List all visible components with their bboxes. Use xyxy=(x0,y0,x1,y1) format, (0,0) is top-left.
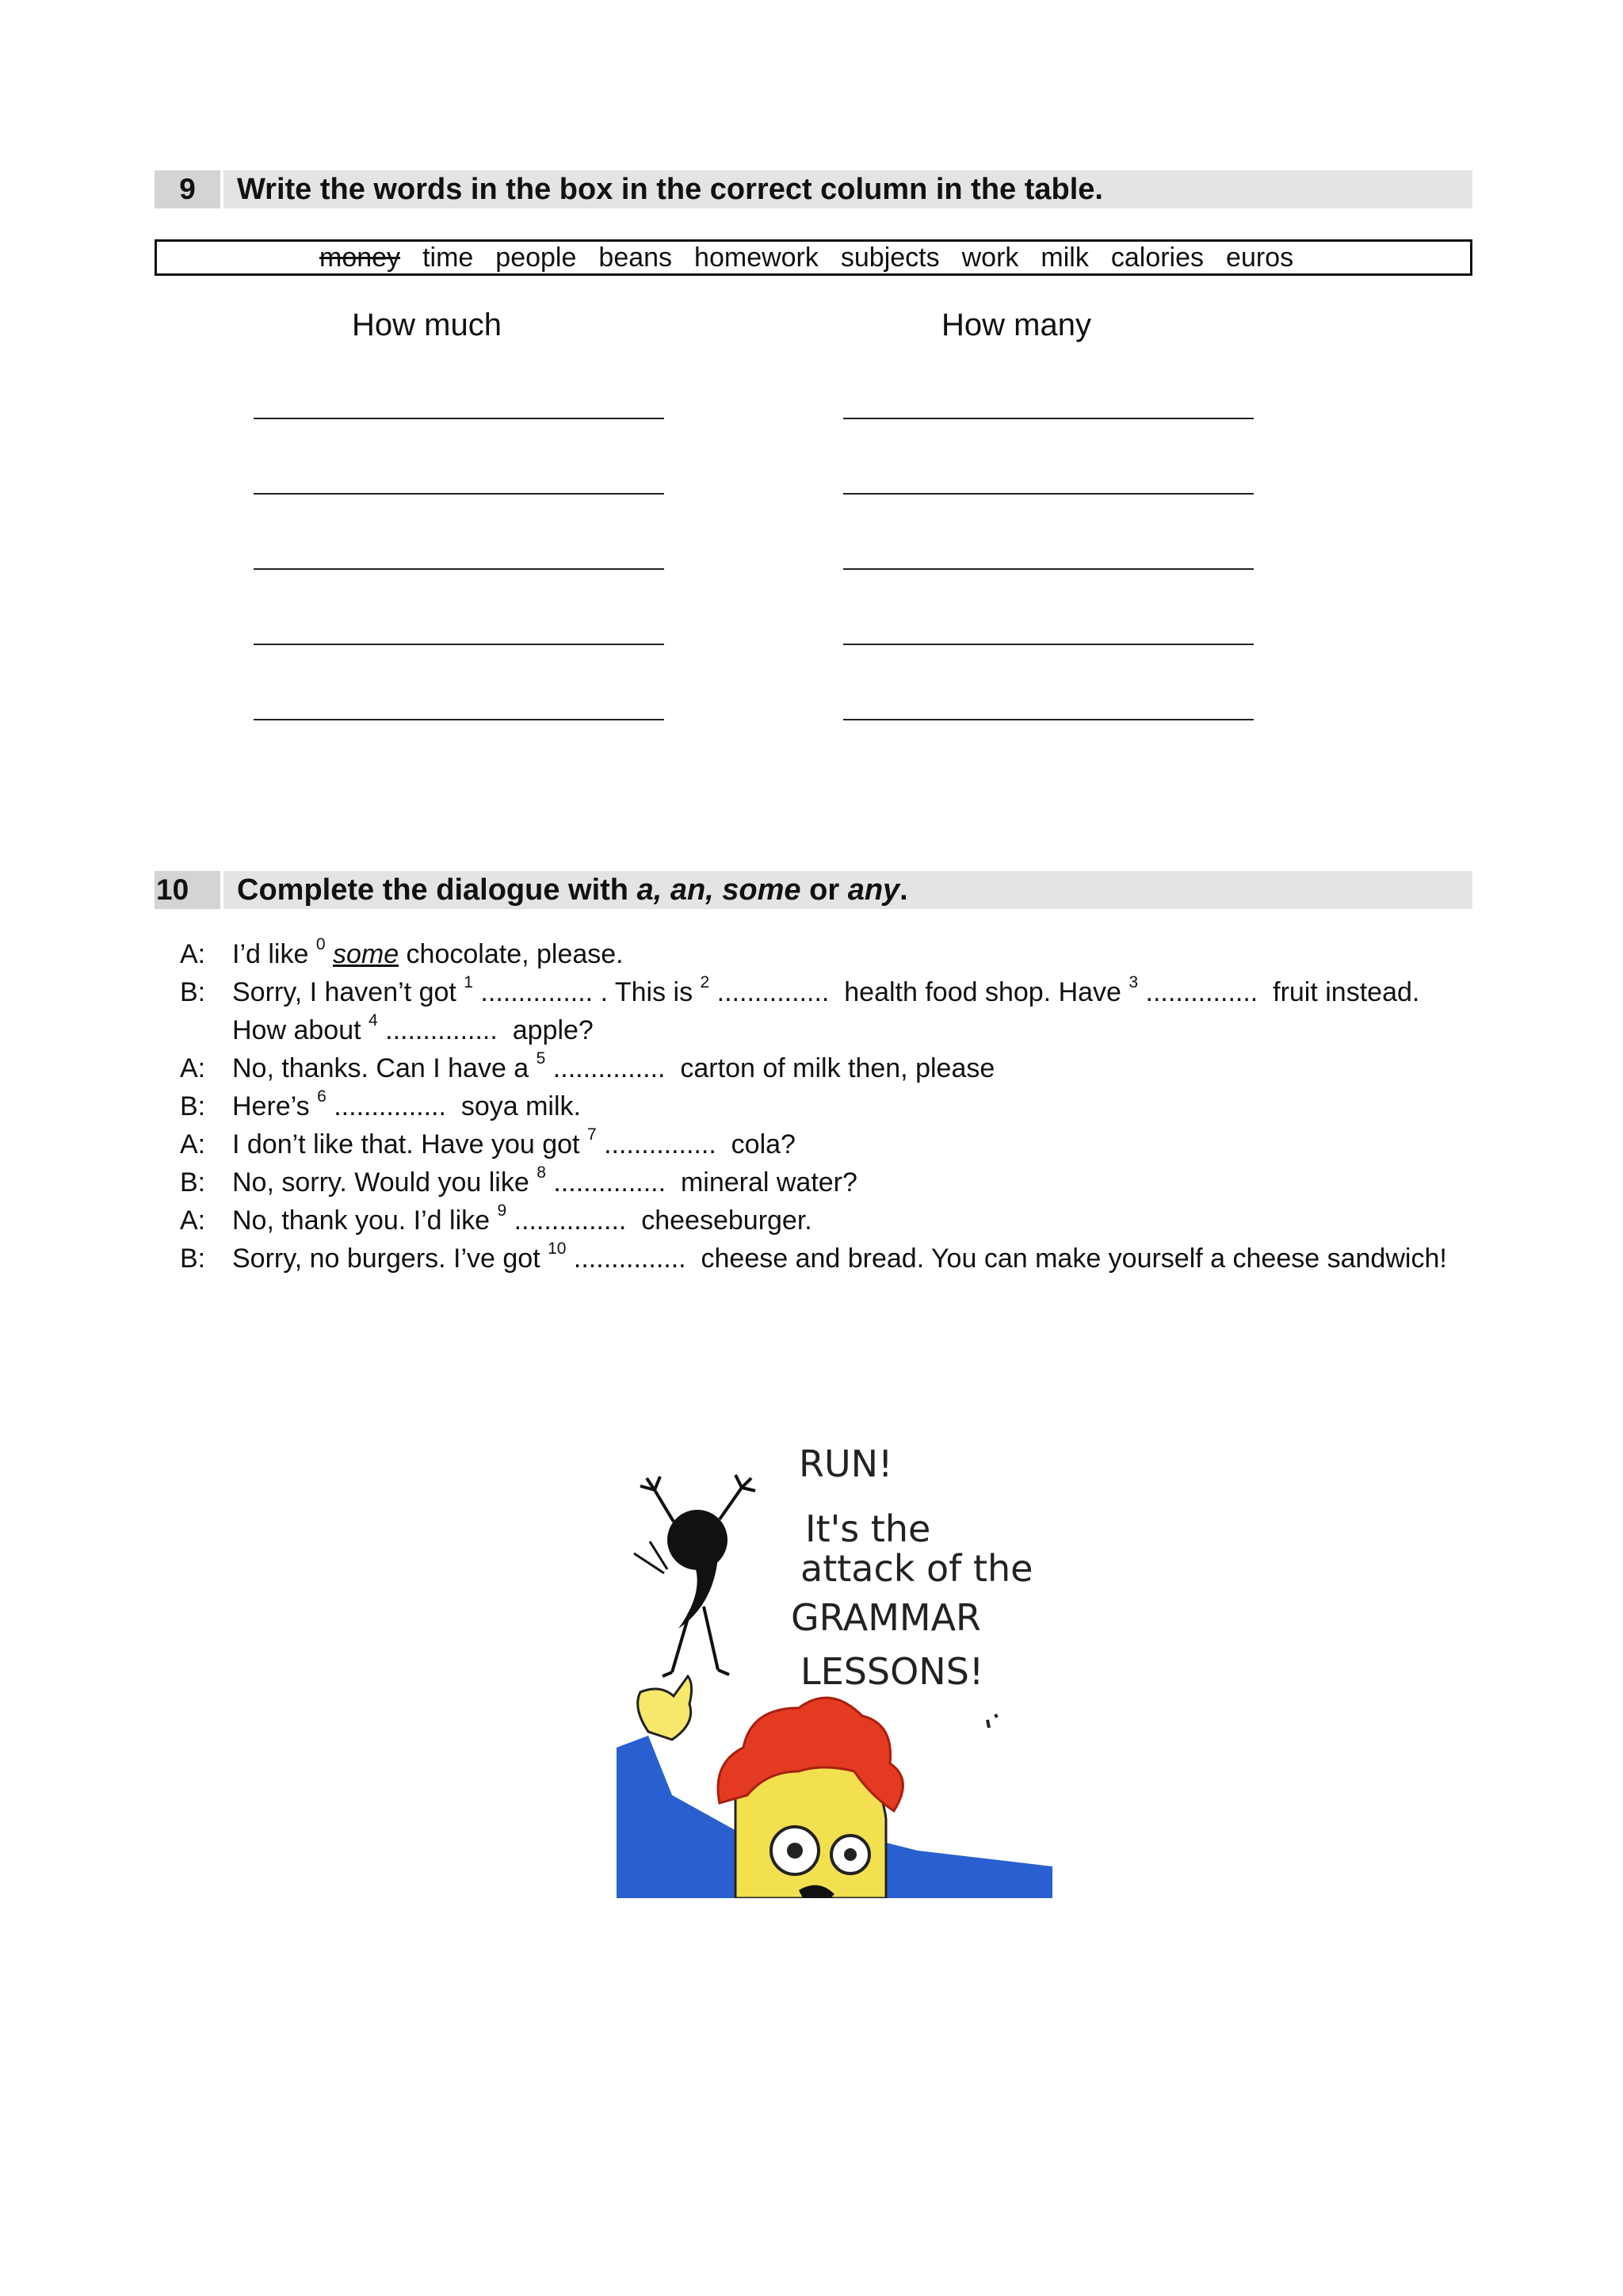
dialogue-text xyxy=(232,1201,1480,1240)
gap-number: 7 xyxy=(586,1125,597,1144)
dialogue-text xyxy=(232,973,1480,1011)
dialogue-text xyxy=(232,1125,1480,1163)
word-subjects: subjects xyxy=(840,243,940,273)
dialogue-fragment: ............... cheeseburger. xyxy=(506,1205,812,1236)
dialogue-text xyxy=(232,1163,1480,1201)
word-time: time xyxy=(422,243,474,273)
speaker-label: A: xyxy=(180,1129,206,1159)
dialogue-fragment: ............... mineral water? xyxy=(545,1167,857,1198)
dialogue-line xyxy=(180,1087,1480,1125)
dialogue-fragment: Here’s xyxy=(232,1091,318,1121)
dialogue-line xyxy=(180,973,1480,1011)
speaker-label: A: xyxy=(180,939,206,969)
exercise-9-header xyxy=(155,170,1472,208)
column-heading-how-much: How much xyxy=(352,308,502,342)
dialogue-fragment xyxy=(326,939,333,969)
answer-line-how-much[interactable] xyxy=(254,493,664,495)
answer-line-how-much[interactable] xyxy=(254,719,664,720)
dialogue-fragment: chocolate, please. xyxy=(399,939,624,969)
gap-number: 4 xyxy=(369,1011,378,1030)
dialogue xyxy=(180,935,1480,1278)
answer-line-how-much[interactable] xyxy=(254,568,664,570)
speaker-label: B: xyxy=(180,1244,206,1274)
boy-character xyxy=(617,1676,1052,1898)
dialogue-fragment: ............... cola? xyxy=(596,1129,796,1159)
answer-line-how-much[interactable] xyxy=(254,644,664,645)
dialogue-fragment: ............... apple? xyxy=(377,1015,594,1045)
cartoon-text-line: GRAMMAR xyxy=(791,1596,982,1639)
exercise-10-header xyxy=(155,871,1472,909)
cartoon-text-line: attack of the xyxy=(800,1547,1033,1590)
dialogue-text xyxy=(232,1011,1480,1049)
gap-number: 10 xyxy=(548,1240,567,1258)
dialogue-fragment: ............... soya milk. xyxy=(326,1091,581,1121)
gap-number: 5 xyxy=(536,1049,546,1068)
dialogue-fragment: ............... carton of milk then, please xyxy=(545,1053,995,1083)
gap-number: 3 xyxy=(1128,973,1139,991)
comma-character xyxy=(634,1475,755,1676)
dialogue-line xyxy=(180,935,1480,973)
word-list xyxy=(319,242,1316,273)
speaker-label: A: xyxy=(180,1053,206,1083)
word-homework: homework xyxy=(694,243,819,273)
word-box xyxy=(155,239,1472,276)
answer-line-how-many[interactable] xyxy=(843,493,1254,495)
answer-line-how-many[interactable] xyxy=(843,568,1254,570)
cartoon-text-line: RUN! xyxy=(799,1442,893,1485)
word-money: money xyxy=(319,243,401,273)
word-euros: euros xyxy=(1226,243,1294,273)
cartoon-text-line: It's the xyxy=(805,1507,931,1550)
gap-number: 1 xyxy=(464,973,473,991)
dialogue-fragment: I don’t like that. Have you got xyxy=(232,1129,587,1159)
grammar-cartoon-drawing xyxy=(617,1423,1052,1898)
dialogue-line xyxy=(180,1125,1480,1163)
dialogue-line xyxy=(180,1163,1480,1201)
word-beans: beans xyxy=(598,243,673,273)
word-work: work xyxy=(961,243,1019,273)
answer-line-how-many[interactable] xyxy=(843,418,1254,419)
speaker-label: B: xyxy=(180,1091,206,1121)
dialogue-line xyxy=(180,1049,1480,1087)
exercise-title: Complete the dialogue with a, an, some or any. xyxy=(237,873,908,907)
dialogue-fragment: ............... . This is xyxy=(472,977,701,1007)
dialogue-text xyxy=(232,1049,1480,1087)
dialogue-text xyxy=(232,935,1480,973)
speaker-label: B: xyxy=(180,1167,206,1198)
cartoon-illustration xyxy=(617,1423,1052,1898)
column-heading-how-many: How many xyxy=(941,308,1091,342)
dialogue-line xyxy=(180,1240,1480,1278)
example-answer: some xyxy=(332,939,399,969)
dialogue-text xyxy=(232,1087,1480,1125)
answer-line-how-many[interactable] xyxy=(843,644,1254,645)
gap-number: 6 xyxy=(317,1087,327,1106)
gap-number: 9 xyxy=(497,1201,507,1220)
dialogue-fragment: No, sorry. Would you like xyxy=(232,1167,537,1198)
cartoon-text-line: LESSONS! xyxy=(800,1650,984,1693)
gap-number: 2 xyxy=(700,973,710,991)
word-people: people xyxy=(495,243,577,273)
gap-number: 0 xyxy=(315,935,326,953)
dialogue-fragment: ............... fruit instead. xyxy=(1138,977,1420,1007)
dialogue-text xyxy=(232,1240,1480,1278)
dialogue-line xyxy=(180,1011,1480,1049)
exercise-number: 10 xyxy=(155,871,223,909)
dialogue-fragment: No, thank you. I’d like xyxy=(232,1205,498,1236)
dialogue-fragment: How about xyxy=(232,1015,369,1045)
dialogue-fragment: ............... cheese and bread. You can make yourself a cheese sandwich! xyxy=(566,1244,1447,1274)
answer-line-how-much[interactable] xyxy=(254,418,664,419)
gap-number: 8 xyxy=(537,1163,546,1182)
dialogue-fragment: ............... health food shop. Have xyxy=(709,977,1129,1007)
dialogue-fragment: No, thanks. Can I have a xyxy=(232,1053,537,1083)
dialogue-line xyxy=(180,1201,1480,1240)
dialogue-fragment: Sorry, I haven’t got xyxy=(232,977,464,1007)
speaker-label: B: xyxy=(180,977,206,1007)
exercise-title: Write the words in the box in the correct column in the table. xyxy=(237,173,1103,206)
dialogue-fragment: Sorry, no burgers. I’ve got xyxy=(232,1244,548,1274)
word-calories: calories xyxy=(1110,243,1205,273)
word-milk: milk xyxy=(1041,243,1089,273)
exercise-number: 9 xyxy=(155,170,223,208)
speaker-label: A: xyxy=(180,1205,206,1236)
dialogue-fragment: I’d like xyxy=(232,939,316,969)
speaker-label xyxy=(180,1011,232,1049)
answer-line-how-many[interactable] xyxy=(843,719,1254,720)
